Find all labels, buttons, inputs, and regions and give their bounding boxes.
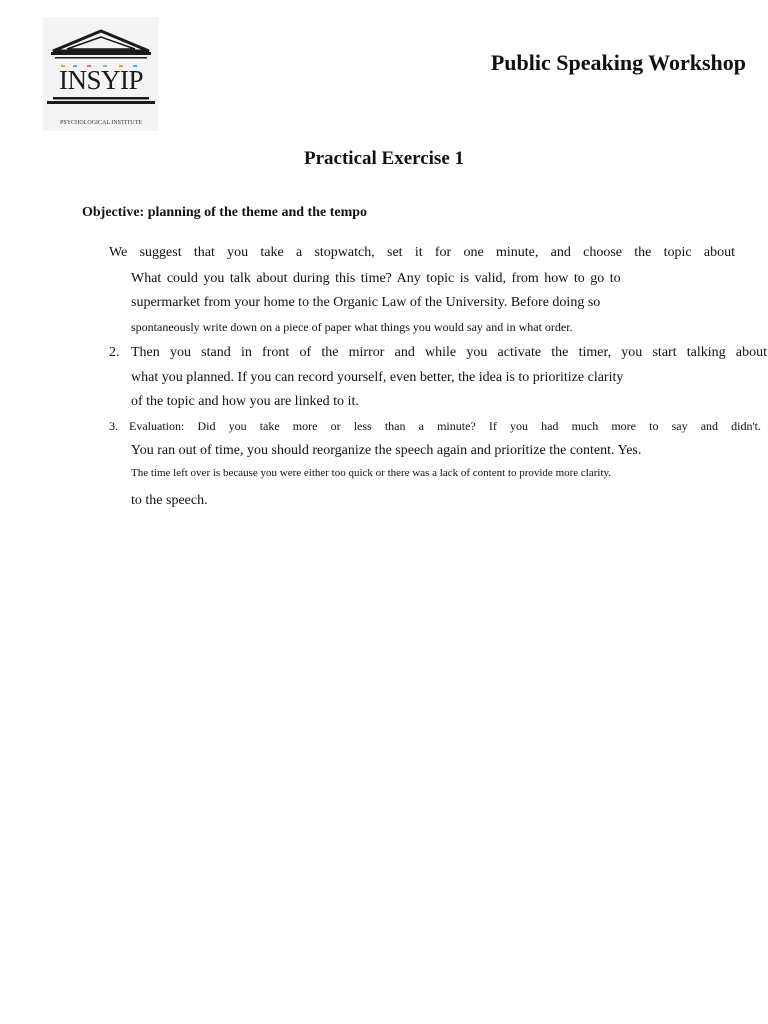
- exercise-title: Practical Exercise 1: [303, 148, 465, 169]
- item-2-line-2: what you planned. If you can record yourself, even better, the idea is to prioritize clarity: [131, 370, 624, 385]
- item-2-line-3: of the topic and how you are linked to it.: [131, 394, 359, 409]
- item-3-line-1: Evaluation: Did you take more or less than a minute? If you had much more to say and didn't.: [129, 419, 761, 433]
- item-2-line-1: Then you stand in front of the mirror and while you activate the timer, you start talking about: [131, 345, 767, 360]
- institute-logo: [43, 17, 159, 131]
- item-1-line-3: supermarket from your home to the Organic Law of the University. Before doing so: [131, 295, 601, 310]
- item-1-line-4: spontaneously write down on a piece of paper what things you would say and in what order.: [131, 320, 573, 334]
- item-3-line-4: to the speech.: [131, 493, 208, 508]
- item-3-marker: 3.: [109, 419, 118, 433]
- item-3-line-3: The time left over is because you were either too quick or there was a lack of content to provide more clarity.: [131, 467, 612, 479]
- item-3-line-2: You ran out of time, you should reorganize the speech again and prioritize the content. Yes.: [131, 443, 642, 458]
- objective-heading: Objective: planning of the theme and the tempo: [82, 205, 368, 220]
- workshop-title: Public Speaking Workshop: [490, 50, 746, 75]
- item-1-line-2: What could you talk about during this time? Any topic is valid, from how to go to: [131, 271, 621, 286]
- item-1-line-1: We suggest that you take a stopwatch, set it for one minute, and choose the topic about: [109, 245, 735, 260]
- item-2-marker: 2.: [109, 345, 120, 360]
- logo-name: INSYIP: [58, 65, 143, 95]
- logo-subtitle: PSYCHOLOGICAL INSTITUTE: [60, 120, 142, 126]
